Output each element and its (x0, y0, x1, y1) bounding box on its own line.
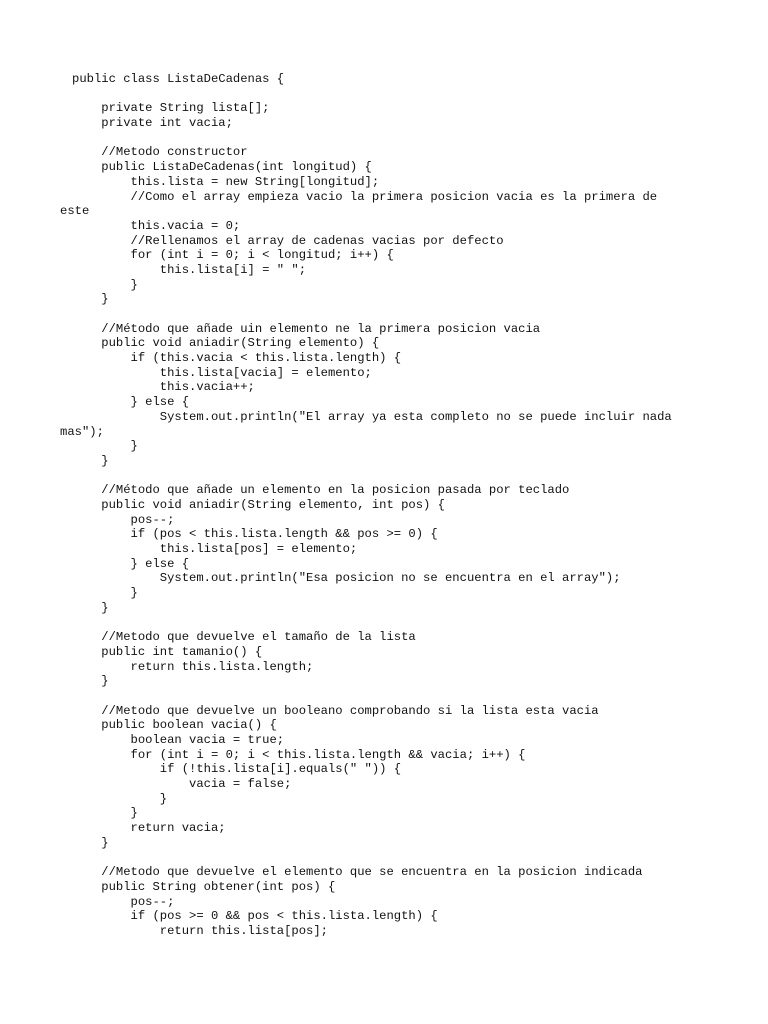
code-line (72, 850, 712, 865)
code-line: this.lista = new String[longitud]; (72, 174, 380, 189)
code-line: pos--; (72, 512, 175, 527)
code-line: boolean vacia = true; (72, 732, 285, 747)
code-line: //Metodo que devuelve un booleano comprobando si la lista esta vacia (72, 703, 599, 718)
code-line: System.out.println("El array ya esta completo no se puede incluir nada (72, 409, 672, 424)
code-line: public class ListaDeCadenas { (72, 72, 285, 86)
code-line: } (72, 453, 109, 468)
code-line: if (this.vacia < this.lista.length) { (72, 351, 402, 366)
code-line: this.vacia = 0; (72, 218, 241, 233)
code-line: public ListaDeCadenas(int longitud) { (72, 160, 372, 175)
code-line: } (72, 806, 138, 821)
code-line: private String lista[]; (72, 101, 270, 116)
code-line: this.vacia++; (72, 380, 255, 395)
code-line: for (int i = 0; i < this.lista.length && vacia; i++) { (72, 747, 526, 762)
code-line: public void aniadir(String elemento) { (72, 336, 380, 351)
code-line: //Método que añade uin elemento ne la primera posicion vacia (72, 321, 541, 336)
code-line: this.lista[pos] = elemento; (72, 542, 358, 556)
code-line: if (!this.lista[i].equals(" ")) { (72, 762, 402, 777)
code-line: //Como el array empieza vacio la primera posicion vacia es la primera de (72, 189, 658, 204)
code-line (72, 307, 712, 322)
code-line: } else { (72, 395, 190, 410)
code-line: public int tamanio() { (72, 644, 263, 659)
code-line: //Metodo que devuelve el elemento que se encuentra en la posicion indicada (72, 865, 643, 880)
code-line (72, 87, 712, 102)
code-line: public void aniadir(String elemento, int pos) { (72, 497, 445, 512)
code-line: } (72, 835, 109, 850)
code-line: System.out.println("Esa posicion no se encuentra en el array"); (72, 571, 621, 586)
code-listing (60, 72, 712, 939)
code-line: //Método que añade un elemento en la posicion pasada por teclado (72, 483, 570, 498)
code-line: //Metodo constructor (72, 145, 248, 160)
code-line: //Metodo que devuelve el tamaño de la lista (72, 630, 416, 645)
code-line: this.lista[vacia] = elemento; (72, 365, 372, 380)
code-line: public boolean vacia() { (72, 718, 277, 733)
code-line: } else { (72, 556, 190, 571)
code-line: return this.lista.length; (72, 659, 314, 674)
code-line: mas"); (60, 424, 104, 439)
code-line: return this.lista[pos]; (72, 923, 328, 938)
code-line: } (72, 586, 138, 601)
code-line: vacia = false; (72, 777, 292, 791)
code-line: if (pos < this.lista.length && pos >= 0) { (72, 527, 438, 542)
code-line: return vacia; (72, 821, 226, 836)
code-line: this.lista[i] = " "; (72, 262, 307, 277)
code-line: public String obtener(int pos) { (72, 879, 336, 894)
code-line (72, 131, 712, 146)
code-line: } (72, 292, 109, 307)
code-line: este (60, 204, 90, 219)
code-line (72, 615, 712, 630)
code-line (72, 469, 712, 484)
code-line: } (72, 439, 138, 454)
code-line: pos--; (72, 894, 175, 909)
code-line: for (int i = 0; i < longitud; i++) { (72, 248, 394, 263)
code-line (72, 689, 712, 704)
code-line: } (72, 277, 138, 292)
code-line: } (72, 674, 109, 689)
code-line: //Rellenamos el array de cadenas vacias por defecto (72, 233, 504, 248)
code-line: if (pos >= 0 && pos < this.lista.length) { (72, 909, 438, 924)
code-line: private int vacia; (72, 116, 233, 131)
code-line: } (72, 791, 168, 806)
code-line: } (72, 600, 109, 615)
